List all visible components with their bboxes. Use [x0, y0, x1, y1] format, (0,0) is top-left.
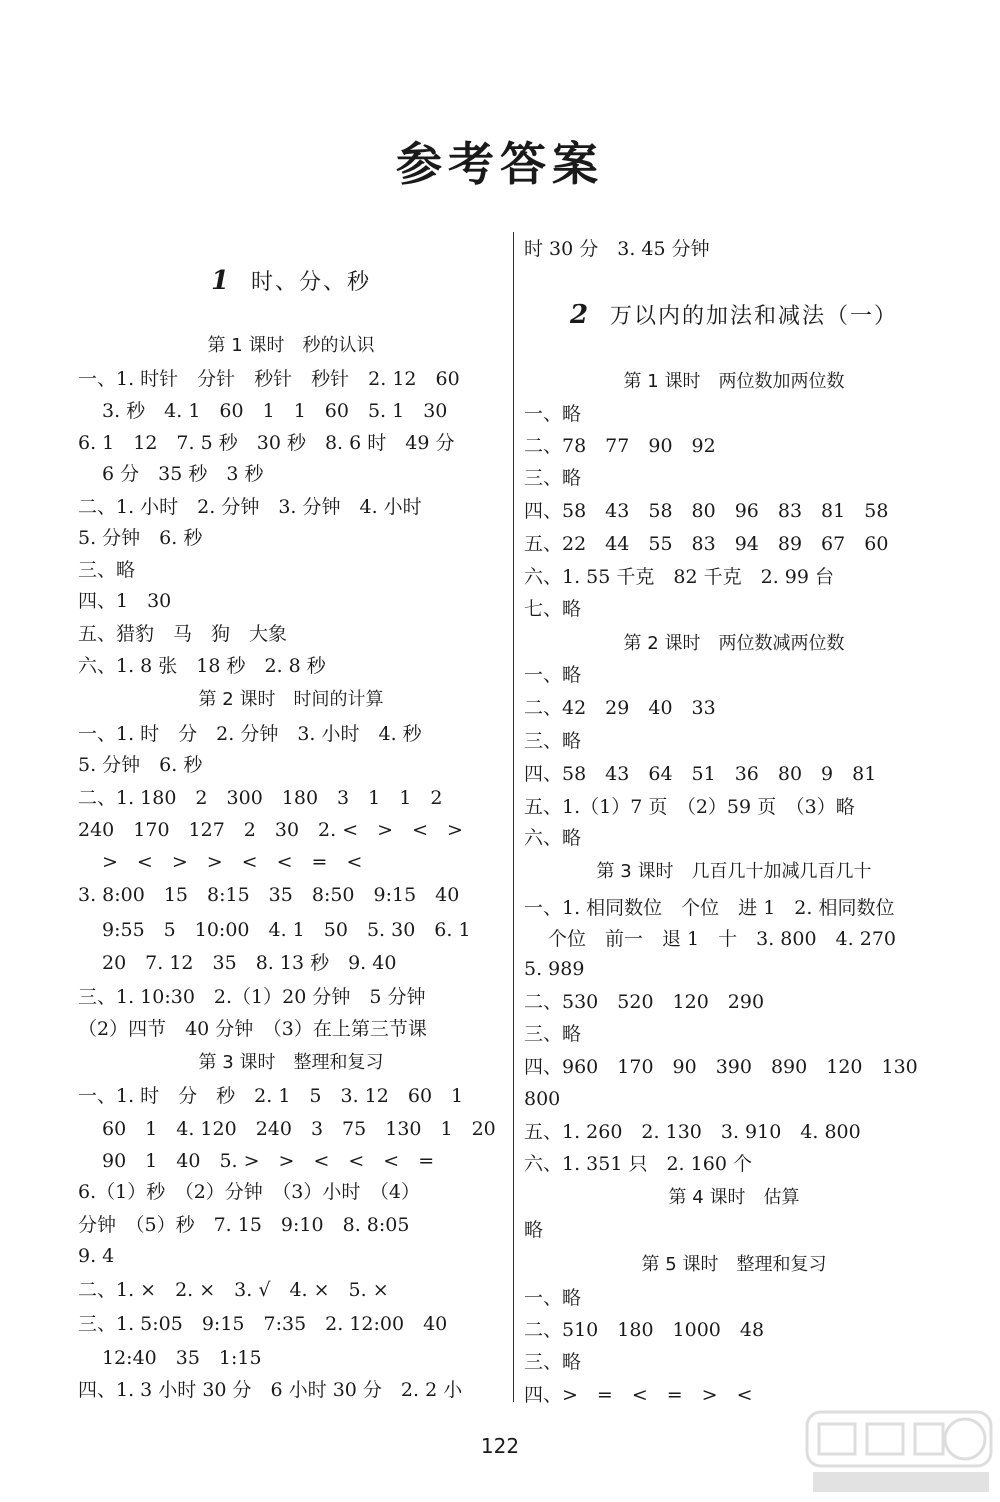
answer-line: 3. 8:00 15 8:15 35 8:50 9:15 40 — [78, 884, 460, 906]
answer-line: 时 30 分 3. 45 分钟 — [524, 238, 710, 260]
answer-line: 6. 1 12 7. 5 秒 30 秒 8. 6 时 49 分 — [78, 432, 455, 454]
answer-line: 五、1. 260 2. 130 3. 910 4. 800 — [524, 1121, 861, 1143]
answer-line: 二、510 180 1000 48 — [524, 1319, 765, 1341]
page-title: 参考答案 — [396, 137, 604, 191]
answer-line: 一、略 — [524, 1287, 582, 1309]
answer-line: 三、略 — [524, 730, 582, 752]
answer-line: 12:40 35 1:15 — [102, 1347, 262, 1369]
lesson-heading: 第 3 课时 几百几十加减几百几十 — [596, 861, 872, 882]
answer-line: 三、略 — [524, 467, 582, 489]
answer-line: 一、略 — [524, 403, 582, 425]
lesson-heading: 第 1 课时 两位数加两位数 — [623, 371, 845, 392]
answer-line: 6.（1）秒 （2）分钟 （3）小时 （4） — [78, 1181, 420, 1203]
answer-line: 一、1. 时 分 2. 分钟 3. 小时 4. 秒 — [78, 723, 422, 745]
answer-line: 5. 989 — [524, 958, 585, 980]
watermark-logo — [805, 1410, 993, 1496]
answer-line: 60 1 4. 120 240 3 75 130 1 20 — [102, 1118, 496, 1140]
answer-line: 四、58 43 58 80 96 83 81 58 — [524, 500, 889, 522]
answer-line: 五、1.（1）7 页 （2）59 页 （3）略 — [524, 796, 855, 818]
lesson-heading: 第 5 课时 整理和复习 — [641, 1254, 827, 1275]
answer-line: 3. 秒 4. 1 60 1 1 60 5. 1 30 — [102, 400, 448, 422]
answer-line: 二、1. 180 2 300 180 3 1 1 2 — [78, 787, 443, 809]
answer-line: 略 — [524, 1219, 544, 1241]
answer-line: 四、1 30 — [78, 590, 172, 612]
answer-line: 四、58 43 64 51 36 80 9 81 — [524, 763, 877, 785]
answer-line: 9. 4 — [78, 1245, 115, 1267]
answer-line: 二、1. × 2. × 3. √ 4. × 5. × — [78, 1279, 389, 1301]
page-number: 122 — [480, 1434, 520, 1458]
unit-title: 时、分、秒 — [251, 270, 372, 295]
answer-line: 六、1. 55 千克 82 千克 2. 99 台 — [524, 566, 834, 588]
answer-line: 5. 分钟 6. 秒 — [78, 754, 203, 776]
lesson-heading: 第 2 课时 时间的计算 — [198, 689, 384, 710]
answer-line: 20 7. 12 35 8. 13 秒 9. 40 — [102, 952, 397, 974]
answer-line: 二、78 77 90 92 — [524, 435, 716, 457]
unit-title: 万以内的加法和减法（一） — [610, 304, 899, 329]
answer-line: 一、略 — [524, 664, 582, 686]
answer-line: 分钟 （5）秒 7. 15 9:10 8. 8:05 — [78, 1214, 410, 1236]
answer-line: 五、22 44 55 83 94 89 67 60 — [524, 533, 889, 555]
answer-line: 四、1. 3 小时 30 分 6 小时 30 分 2. 2 小 — [78, 1379, 463, 1401]
answer-line: 三、略 — [524, 1023, 582, 1045]
column-divider — [513, 232, 514, 1402]
answer-line: 三、1. 5:05 9:15 7:35 2. 12:00 40 — [78, 1313, 448, 1335]
answer-line: 一、1. 时针 分针 秒针 秒针 2. 12 60 — [78, 368, 460, 390]
lesson-heading: 第 2 课时 两位数减两位数 — [623, 633, 845, 654]
answer-line: 二、1. 小时 2. 分钟 3. 分钟 4. 小时 — [78, 496, 422, 518]
lesson-heading: 第 1 课时 秒的认识 — [207, 335, 375, 356]
answer-line: 三、1. 10:30 2.（1）20 分钟 5 分钟 — [78, 986, 426, 1008]
answer-line: 二、530 520 120 290 — [524, 991, 765, 1013]
answer-line: 四、> = < = > < — [524, 1384, 753, 1406]
answer-line: 9:55 5 10:00 4. 1 50 5. 30 6. 1 — [102, 919, 471, 941]
answer-line: > < > > < < = < — [102, 851, 363, 873]
unit-number: 1 — [210, 266, 230, 296]
answer-line: 6 分 35 秒 3 秒 — [102, 463, 264, 485]
answer-line: 三、略 — [78, 559, 136, 581]
unit-number: 2 — [569, 300, 589, 330]
answer-line: （2）四节 40 分钟 （3）在上第三节课 — [78, 1018, 427, 1040]
answer-line: 一、1. 相同数位 个位 进 1 2. 相同数位 — [524, 897, 895, 919]
answer-line: 90 1 40 5. > > < < < = — [102, 1150, 435, 1172]
answer-line: 四、960 170 90 390 890 120 130 — [524, 1056, 918, 1078]
answer-line: 七、略 — [524, 598, 582, 620]
answer-line: 二、42 29 40 33 — [524, 697, 716, 719]
answer-line: 800 — [524, 1088, 561, 1110]
answer-line: 六、1. 8 张 18 秒 2. 8 秒 — [78, 655, 326, 677]
answer-line: 五、猎豹 马 狗 大象 — [78, 623, 288, 645]
lesson-heading: 第 4 课时 估算 — [668, 1187, 800, 1208]
answer-line: 个位 前一 退 1 十 3. 800 4. 270 — [548, 928, 896, 950]
unit-1-heading — [78, 266, 504, 298]
lesson-heading: 第 3 课时 整理和复习 — [198, 1052, 384, 1073]
answer-line: 一、1. 时 分 秒 2. 1 5 3. 12 60 1 — [78, 1085, 464, 1107]
answer-line: 三、略 — [524, 1351, 582, 1373]
answer-line: 六、1. 351 只 2. 160 个 — [524, 1153, 752, 1175]
answer-line: 5. 分钟 6. 秒 — [78, 527, 203, 549]
answer-line: 240 170 127 2 30 2. < > < > — [78, 819, 463, 841]
unit-2-heading — [524, 300, 944, 332]
answer-line: 六、略 — [524, 827, 582, 849]
